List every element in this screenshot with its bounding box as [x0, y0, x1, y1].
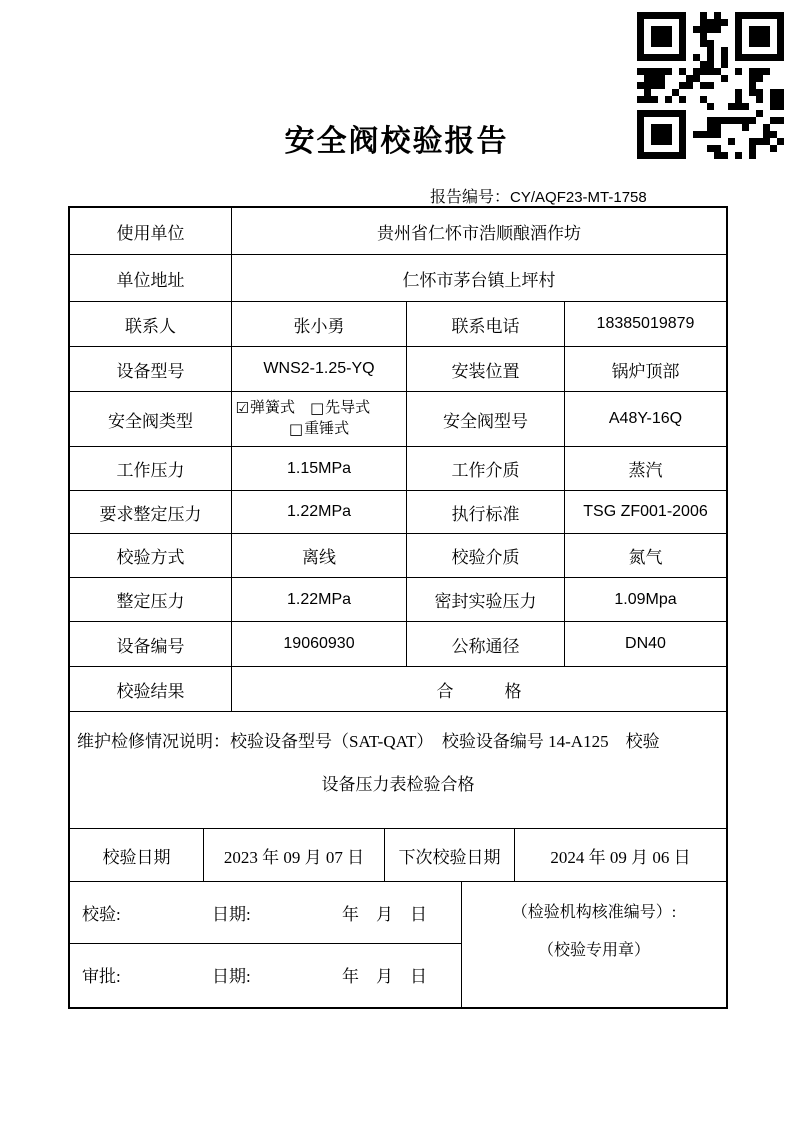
- label-use-unit: 使用单位: [70, 208, 232, 255]
- checkbox-option-pilot: □ 先导式: [309, 399, 371, 417]
- label-calibration-method: 校验方式: [70, 534, 232, 578]
- value-standard: TSG ZF001-2006: [565, 491, 726, 534]
- label-contact-person: 联系人: [70, 302, 232, 347]
- table-row: [70, 255, 726, 302]
- table-row: [70, 302, 726, 347]
- maintenance-note-line2: 设备压力表检验合格: [321, 775, 475, 794]
- table-row: [70, 491, 726, 534]
- table-row: [70, 829, 726, 882]
- report-table: [68, 206, 728, 1009]
- label-calibration-medium: 校验介质: [407, 534, 565, 578]
- label-standard: 执行标准: [407, 491, 565, 534]
- report-number-label: 报告编号：: [430, 189, 511, 206]
- table-row: [70, 882, 726, 1007]
- value-next-calibration-date: 2024 年 09 月 06 日: [515, 829, 726, 882]
- checkbox-option-spring: ☑ 弹簧式: [235, 399, 295, 417]
- table-row: [70, 622, 726, 667]
- table-row: [70, 578, 726, 622]
- value-unit-address: 仁怀市茅台镇上坪村: [232, 255, 726, 302]
- value-equipment-model: WNS2-1.25-YQ: [232, 347, 407, 392]
- verifier-sign-label: 校验:: [82, 905, 121, 924]
- value-contact-person: 张小勇: [232, 302, 407, 347]
- value-use-unit: 贵州省仁怀市浩顺酿酒作坊: [232, 208, 726, 255]
- checkbox-option-weight: □ 重锤式: [288, 420, 350, 438]
- approver-ymd-label: 年 月 日: [342, 967, 427, 986]
- checkbox-checked-icon: ☑: [235, 399, 249, 417]
- label-equipment-model: 设备型号: [70, 347, 232, 392]
- label-valve-model: 安全阀型号: [407, 392, 565, 447]
- page-title: 安全阀校验报告: [284, 125, 509, 158]
- verifier-ymd-label: 年 月 日: [342, 905, 427, 924]
- label-unit-address: 单位地址: [70, 255, 232, 302]
- report-number: [430, 184, 647, 207]
- report-number-value: CY/AQF23-MT-1758: [510, 189, 647, 206]
- value-equipment-no: 19060930: [232, 622, 407, 667]
- label-working-medium: 工作介质: [407, 447, 565, 491]
- value-contact-phone: 18385019879: [565, 302, 726, 347]
- value-calibration-date: 2023 年 09 月 07 日: [204, 829, 385, 882]
- value-calibration-medium: 氮气: [565, 534, 726, 578]
- label-set-pressure: 整定压力: [70, 578, 232, 622]
- table-row: [70, 392, 726, 447]
- label-required-set-pressure: 要求整定压力: [70, 491, 232, 534]
- checkbox-empty-icon: □: [288, 420, 304, 438]
- table-row: [70, 347, 726, 392]
- value-calibration-method: 离线: [232, 534, 407, 578]
- value-seal-test-pressure: 1.09Mpa: [565, 578, 726, 622]
- value-nominal-diameter: DN40: [565, 622, 726, 667]
- signature-section: [70, 882, 462, 1007]
- label-nominal-diameter: 公称通径: [407, 622, 565, 667]
- table-row: [70, 534, 726, 578]
- stamp-approval-no-label: （检验机构核准编号）:: [511, 904, 677, 921]
- qr-code-icon: [637, 12, 784, 159]
- approver-sign-label: 审批:: [82, 967, 121, 986]
- label-equipment-no: 设备编号: [70, 622, 232, 667]
- verifier-signature-row: [70, 882, 461, 944]
- label-contact-phone: 联系电话: [407, 302, 565, 347]
- value-calibration-result: 合 格: [232, 667, 726, 712]
- table-row: [70, 208, 726, 255]
- approver-date-label: 日期:: [212, 967, 251, 986]
- label-calibration-date: 校验日期: [70, 829, 204, 882]
- value-working-pressure: 1.15MPa: [232, 447, 407, 491]
- value-required-set-pressure: 1.22MPa: [232, 491, 407, 534]
- approver-signature-row: [70, 944, 461, 1005]
- stamp-seal-label: （校验专用章）: [537, 942, 650, 959]
- value-set-pressure: 1.22MPa: [232, 578, 407, 622]
- label-valve-type: 安全阀类型: [70, 392, 232, 447]
- table-row: [70, 712, 726, 829]
- value-install-position: 锅炉顶部: [565, 347, 726, 392]
- maintenance-note-line1: 维护检修情况说明：校验设备型号（SAT-QAT） 校验设备编号 14-A125 校验: [77, 732, 660, 751]
- stamp-area: [462, 882, 726, 1007]
- label-next-calibration-date: 下次校验日期: [385, 829, 515, 882]
- label-seal-test-pressure: 密封实验压力: [407, 578, 565, 622]
- label-working-pressure: 工作压力: [70, 447, 232, 491]
- value-valve-model: A48Y-16Q: [565, 392, 726, 447]
- verifier-date-label: 日期:: [212, 905, 251, 924]
- label-install-position: 安装位置: [407, 347, 565, 392]
- table-row: [70, 447, 726, 491]
- checkbox-empty-icon: □: [309, 399, 325, 417]
- value-valve-type-options: [232, 392, 407, 447]
- value-working-medium: 蒸汽: [565, 447, 726, 491]
- maintenance-note: [70, 712, 726, 829]
- label-calibration-result: 校验结果: [70, 667, 232, 712]
- table-row: [70, 667, 726, 712]
